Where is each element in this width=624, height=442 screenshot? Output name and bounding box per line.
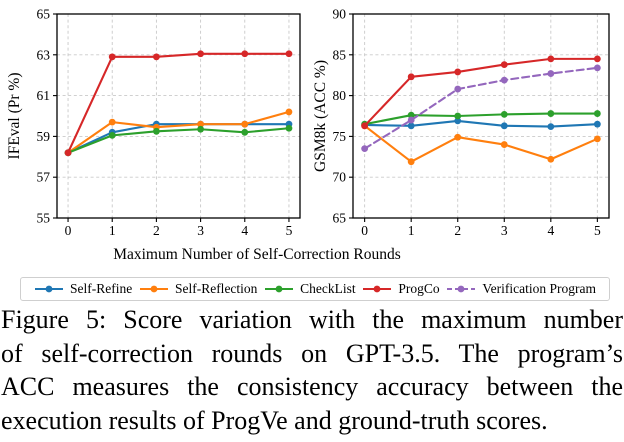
x-tick-label: 1: [108, 223, 116, 238]
caption-line: Figure 5: Score variation with the maximum number: [1, 305, 623, 334]
data-point: [501, 61, 508, 68]
x-tick-label: 5: [593, 223, 601, 238]
data-point: [501, 111, 508, 118]
x-tick-label: 0: [361, 223, 369, 238]
legend-label: Self-Refine: [70, 281, 133, 296]
data-point: [109, 53, 116, 60]
legend-marker-icon: [264, 284, 294, 294]
legend-marker-icon: [362, 284, 392, 294]
ifeval-chart: [0, 0, 312, 240]
x-tick-label: 0: [64, 223, 72, 238]
series-line-checklist: [68, 128, 289, 152]
y-tick-label: 90: [332, 6, 346, 22]
data-point: [594, 64, 601, 71]
legend-label: CheckList: [300, 281, 356, 296]
y-tick-label: 75: [332, 128, 346, 144]
data-point: [197, 126, 204, 133]
data-point: [408, 73, 415, 80]
data-point: [547, 110, 554, 117]
series-line-self-refine: [365, 121, 598, 127]
data-point: [361, 122, 368, 129]
x-tick-label: 5: [285, 223, 293, 238]
y-axis-label: IFEval (Pr %): [6, 72, 23, 160]
x-tick-label: 4: [241, 223, 249, 238]
legend-label: Verification Program: [482, 281, 596, 296]
data-point: [153, 53, 160, 60]
data-point: [594, 135, 601, 142]
x-tick-label: 1: [407, 223, 415, 238]
legend-label: Self-Reflection: [174, 281, 258, 296]
legend-marker-icon: [34, 284, 64, 294]
y-tick-label: 63: [36, 47, 50, 63]
data-point: [109, 119, 116, 126]
data-point: [241, 129, 248, 136]
data-point: [547, 123, 554, 130]
y-tick-label: 85: [332, 47, 346, 63]
legend-marker-icon: [446, 284, 476, 294]
y-tick-label: 70: [332, 169, 346, 185]
caption-line: of self-correction rounds on GPT-3.5. The program’s: [1, 338, 623, 368]
y-tick-label: 80: [332, 88, 346, 104]
legend-marker-icon: [139, 284, 169, 294]
data-point: [286, 50, 293, 57]
gsm8k-chart: [312, 0, 624, 240]
y-tick-label: 65: [332, 210, 346, 226]
legend: [20, 277, 610, 301]
x-axis-label: Maximum Number of Self-Correction Rounds: [113, 246, 401, 263]
data-point: [241, 121, 248, 128]
x-tick-label: 3: [197, 223, 204, 238]
data-point: [454, 86, 461, 93]
data-point: [408, 117, 415, 124]
x-tick-label: 2: [153, 223, 160, 238]
legend-item-self-reflection: [139, 281, 257, 297]
data-point: [241, 50, 248, 57]
data-point: [65, 149, 72, 156]
data-point: [501, 122, 508, 129]
series-line-self-reflection: [365, 126, 598, 162]
data-point: [454, 69, 461, 76]
data-point: [501, 77, 508, 84]
data-point: [594, 110, 601, 117]
legend-item-self-refine: [34, 281, 132, 297]
x-tick-label: 2: [454, 223, 462, 238]
x-tick-label: 4: [547, 223, 555, 238]
y-tick-label: 65: [36, 6, 50, 22]
figure-caption: [1, 303, 623, 437]
y-tick-label: 55: [36, 210, 50, 226]
caption-line: ACC measures the consistency accuracy between the: [1, 372, 623, 401]
data-point: [286, 125, 293, 132]
data-point: [454, 113, 461, 120]
y-axis-label: GSM8k (ACC %): [312, 60, 329, 172]
legend-label: ProgCo: [398, 281, 440, 296]
legend-item-verification-program: [446, 281, 596, 297]
y-tick-label: 57: [36, 169, 50, 185]
data-point: [109, 132, 116, 139]
x-tick-label: 3: [500, 223, 508, 238]
data-point: [361, 145, 368, 152]
y-tick-label: 59: [36, 128, 50, 144]
series-line-self-refine: [68, 124, 289, 153]
legend-item-checklist: [264, 281, 356, 297]
legend-item-progco: [362, 281, 439, 297]
caption-line: execution results of ProgVe and ground-truth scores.: [1, 405, 548, 435]
data-point: [197, 50, 204, 57]
data-point: [547, 55, 554, 62]
data-point: [501, 141, 508, 148]
data-point: [594, 55, 601, 62]
data-point: [408, 158, 415, 165]
y-tick-label: 61: [36, 88, 50, 104]
data-point: [594, 121, 601, 128]
data-point: [286, 109, 293, 116]
data-point: [547, 70, 554, 77]
data-point: [454, 134, 461, 141]
data-point: [153, 128, 160, 135]
data-point: [547, 156, 554, 163]
